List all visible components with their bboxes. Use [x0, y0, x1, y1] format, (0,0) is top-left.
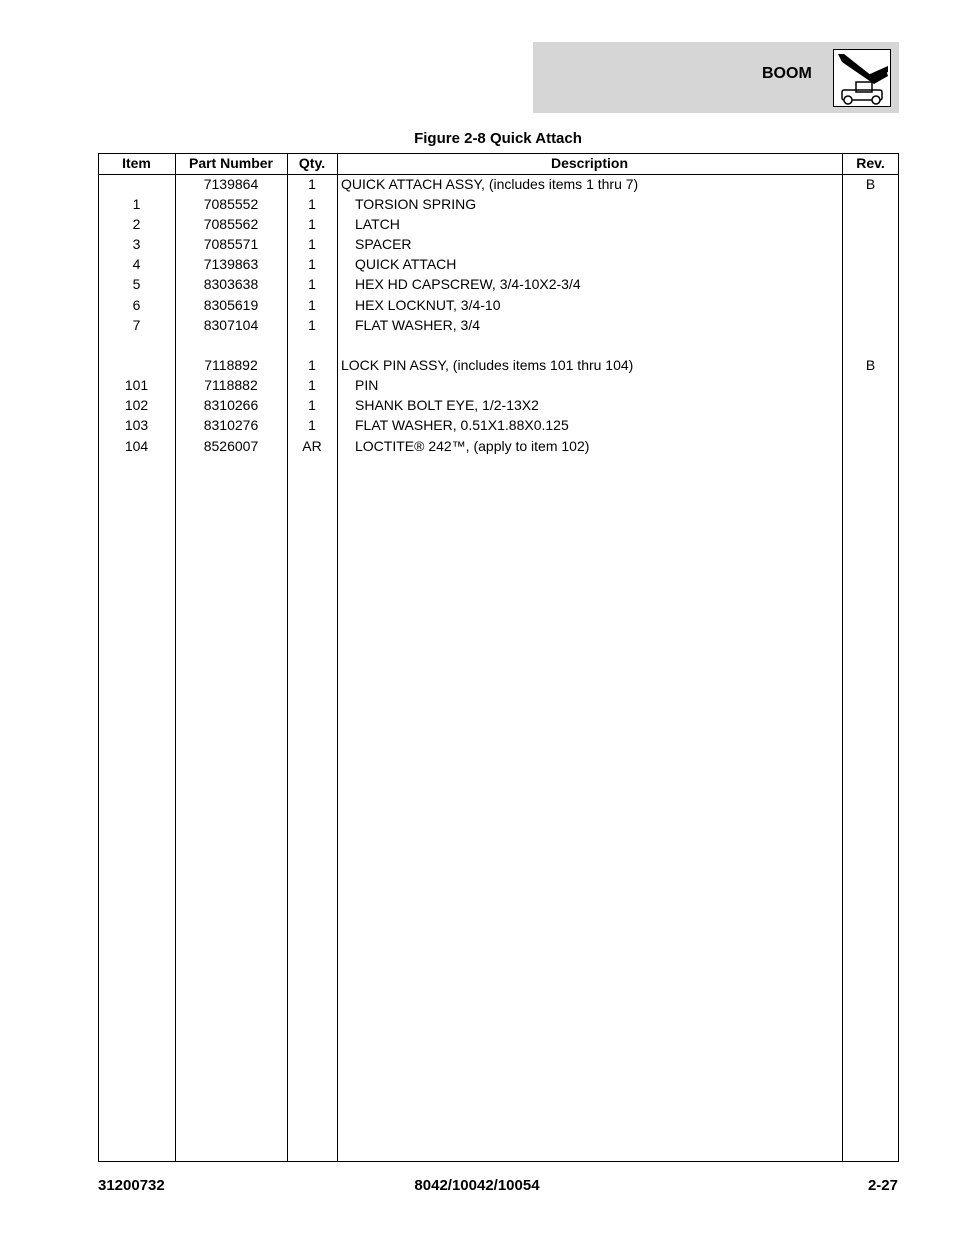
table-row — [98, 375, 899, 395]
quantity: 1 — [308, 297, 316, 313]
item-number: 4 — [132, 256, 141, 272]
column-header-part-number: Part Number — [188, 155, 274, 171]
item-number: 103 — [124, 417, 149, 433]
column-header-description: Description — [550, 155, 628, 171]
description: HEX HD CAPSCREW, 3/4-10X2-3/4 — [355, 276, 581, 292]
section-title: BOOM — [762, 65, 812, 82]
description: PIN — [355, 377, 379, 393]
page-number: 2-27 — [867, 1177, 898, 1194]
part-number: 7139863 — [203, 256, 259, 272]
description: FLAT WASHER, 3/4 — [355, 317, 480, 333]
item-number: 6 — [132, 297, 141, 313]
quantity: 1 — [308, 357, 316, 373]
table-row — [98, 254, 899, 274]
quantity: 1 — [308, 256, 316, 272]
model-numbers: 8042/10042/10054 — [414, 1177, 540, 1194]
part-number: 8310276 — [203, 417, 259, 433]
description: QUICK ATTACH ASSY, (includes items 1 thru 7) — [341, 176, 639, 192]
item-number: 1 — [132, 196, 141, 212]
quantity: 1 — [308, 317, 316, 333]
table-row — [98, 395, 899, 415]
column-header-item: Item — [122, 155, 151, 171]
item-number: 2 — [132, 216, 141, 232]
part-number: 7118892 — [204, 357, 258, 373]
description: FLAT WASHER, 0.51X1.88X0.125 — [355, 417, 569, 433]
table-row — [98, 436, 899, 456]
revision: B — [865, 357, 876, 373]
item-number: 102 — [124, 397, 149, 413]
description: HEX LOCKNUT, 3/4-10 — [355, 297, 501, 313]
column-header-rev: Rev. — [856, 155, 885, 171]
quantity: 1 — [308, 196, 316, 212]
part-number: 7139864 — [203, 176, 259, 192]
table-row — [98, 174, 899, 194]
table-row — [98, 194, 899, 214]
item-number: 7 — [132, 317, 141, 333]
description: LATCH — [355, 216, 400, 232]
part-number: 8310266 — [203, 397, 259, 413]
item-number: 101 — [124, 377, 149, 393]
part-number: 7085552 — [203, 196, 259, 212]
part-number: 8307104 — [203, 317, 259, 333]
revision: B — [865, 176, 876, 192]
item-number: 3 — [132, 236, 141, 252]
quantity: AR — [302, 438, 322, 454]
part-number: 8305619 — [203, 297, 259, 313]
quantity: 1 — [308, 216, 316, 232]
quantity: 1 — [308, 397, 316, 413]
quantity: 1 — [308, 417, 316, 433]
quantity: 1 — [308, 377, 316, 393]
part-number: 8303638 — [203, 276, 259, 292]
table-row — [98, 274, 899, 294]
description: LOCK PIN ASSY, (includes items 101 thru 104) — [341, 357, 634, 373]
table-row — [98, 295, 899, 315]
quantity: 1 — [308, 276, 316, 292]
part-number: 7085562 — [203, 216, 259, 232]
table-row — [98, 214, 899, 234]
description: SHANK BOLT EYE, 1/2-13X2 — [355, 397, 539, 413]
figure-title: Figure 2-8 Quick Attach — [414, 130, 582, 147]
table-row — [98, 355, 899, 375]
table-row — [98, 315, 899, 335]
description: TORSION SPRING — [355, 196, 477, 212]
part-number: 7085571 — [203, 236, 259, 252]
part-number: 7118882 — [204, 377, 258, 393]
boom-machine-icon — [833, 49, 891, 107]
table-row — [98, 234, 899, 254]
column-header-qty: Qty. — [298, 155, 326, 171]
item-number: 5 — [132, 276, 141, 292]
description: LOCTITE® 242™, (apply to item 102) — [355, 438, 590, 454]
quantity: 1 — [308, 176, 316, 192]
document-number: 31200732 — [98, 1177, 165, 1194]
table-row — [98, 415, 899, 435]
part-number: 8526007 — [203, 438, 259, 454]
description: QUICK ATTACH — [355, 256, 457, 272]
description: SPACER — [355, 236, 412, 252]
item-number: 104 — [124, 438, 149, 454]
quantity: 1 — [308, 236, 316, 252]
